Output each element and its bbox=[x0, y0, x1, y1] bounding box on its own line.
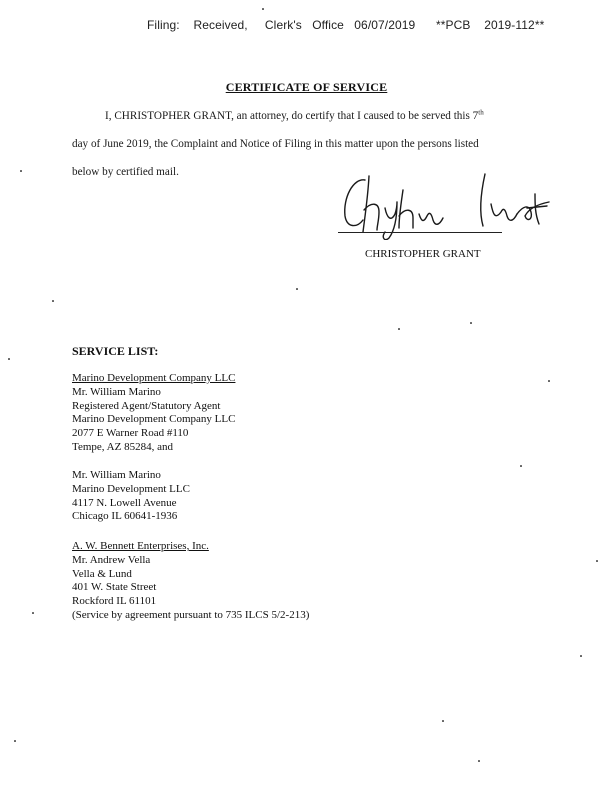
recipient-1-line: Tempe, AZ 85284, and bbox=[72, 440, 173, 453]
recipient-1-line: Registered Agent/Statutory Agent bbox=[72, 399, 221, 412]
scan-speck bbox=[596, 560, 598, 562]
handwritten-signature bbox=[335, 168, 555, 240]
recipient-block-3 bbox=[72, 540, 309, 623]
scan-speck bbox=[8, 358, 10, 360]
scan-speck bbox=[262, 8, 264, 10]
certify-line-2: day of June 2019, the Complaint and Notice of Filing in this matter upon the persons listed bbox=[72, 138, 479, 150]
recipient-1-line: Marino Development Company LLC bbox=[72, 413, 236, 426]
scan-speck bbox=[14, 740, 16, 742]
recipient-2-line: 4117 N. Lowell Avenue bbox=[72, 496, 177, 509]
certify-line-1-sup: th bbox=[478, 108, 484, 117]
scan-speck bbox=[580, 655, 582, 657]
certify-line-1-text: I, CHRISTOPHER GRANT, an attorney, do certify that I caused to be served this 7 bbox=[105, 110, 479, 122]
recipient-3-line: (Service by agreement pursuant to 735 ILCS 5/2-213) bbox=[72, 608, 310, 621]
recipient-2-line: Marino Development LLC bbox=[72, 482, 190, 495]
scan-speck bbox=[442, 720, 444, 722]
service-list-heading: SERVICE LIST: bbox=[72, 344, 159, 358]
recipient-2-line: Chicago IL 60641-1936 bbox=[72, 510, 178, 523]
scan-speck bbox=[32, 612, 34, 614]
signer-name: CHRISTOPHER GRANT bbox=[365, 248, 481, 260]
recipient-1-line: 2077 E Warner Road #110 bbox=[72, 427, 189, 440]
stamp-date: 06/07/2019 bbox=[354, 18, 416, 32]
scan-speck bbox=[470, 322, 472, 324]
stamp-clerks: Clerk's bbox=[264, 18, 302, 32]
recipient-3-line: 401 W. State Street bbox=[72, 581, 157, 594]
scan-speck bbox=[520, 465, 522, 467]
recipient-block-1 bbox=[72, 372, 235, 455]
scan-speck bbox=[20, 170, 22, 172]
filing-stamp bbox=[147, 18, 544, 32]
recipient-3-line: Mr. Andrew Vella bbox=[72, 553, 151, 566]
stamp-office: Office bbox=[312, 18, 344, 32]
certificate-title: CERTIFICATE OF SERVICE bbox=[225, 80, 388, 94]
certify-line-3: below by certified mail. bbox=[72, 166, 179, 178]
scan-speck bbox=[478, 760, 480, 762]
signature-line bbox=[338, 232, 502, 233]
stamp-case: **PCB bbox=[435, 18, 471, 32]
recipient-2-line: Mr. William Marino bbox=[72, 469, 161, 481]
stamp-received: Received, bbox=[193, 18, 248, 32]
recipient-1-title: Marino Development Company LLC bbox=[72, 372, 236, 384]
scan-speck bbox=[52, 300, 54, 302]
recipient-block-2 bbox=[72, 469, 190, 524]
recipient-1-line: Mr. William Marino bbox=[72, 385, 161, 398]
stamp-number: 2019-112** bbox=[484, 18, 545, 32]
stamp-filing: Filing: bbox=[147, 18, 180, 32]
recipient-3-line: Vella & Lund bbox=[72, 567, 132, 580]
scan-speck bbox=[548, 380, 550, 382]
scan-speck bbox=[398, 328, 400, 330]
scan-speck bbox=[296, 288, 298, 290]
certify-line-1 bbox=[105, 110, 484, 122]
recipient-3-title: A. W. Bennett Enterprises, Inc. bbox=[72, 540, 209, 552]
recipient-3-line: Rockford IL 61101 bbox=[72, 595, 157, 608]
